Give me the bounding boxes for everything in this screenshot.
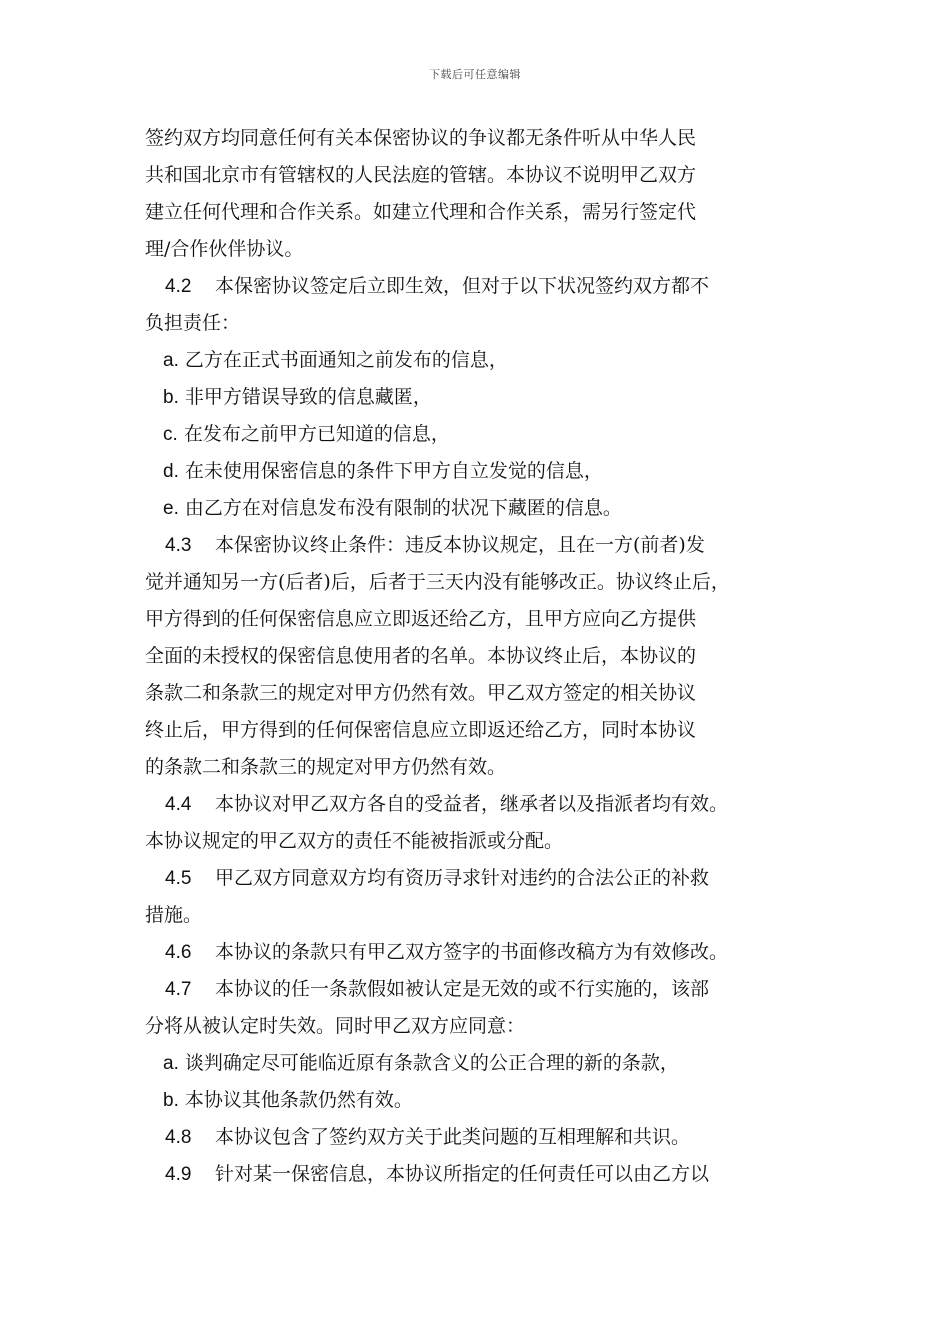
clause-number: 4.5 — [165, 868, 192, 889]
clause-line — [145, 971, 811, 1008]
line-text: 在发布之前甲方已知道的信息， — [183, 423, 450, 445]
paragraph-line — [145, 120, 811, 157]
clause-line — [145, 860, 811, 897]
document-body — [145, 120, 811, 1193]
line-text: 觉并通知另一方(后者)后，后者于三天内没有能够改正。协议终止后， — [145, 571, 730, 593]
line-text: 由乙方在对信息发布没有限制的状况下藏匿的信息。 — [184, 497, 622, 519]
paragraph-line — [145, 564, 811, 601]
list-item — [145, 416, 811, 453]
line-text: 甲乙双方同意双方均有资历寻求针对违约的合法公正的补救 — [215, 867, 710, 889]
clause-line — [145, 527, 811, 564]
paragraph-line — [145, 194, 811, 231]
line-text: 分将从被认定时失效。同时甲乙双方应同意： — [145, 1015, 526, 1037]
list-item — [145, 1045, 811, 1082]
list-item-label: b. — [163, 1090, 179, 1111]
clause-number: 4.6 — [165, 942, 192, 963]
paragraph-line — [145, 231, 811, 268]
line-text: 签约双方均同意任何有关本保密协议的争议都无条件听从中华人民 — [145, 127, 697, 149]
list-item — [145, 490, 811, 527]
list-item — [145, 1082, 811, 1119]
paragraph-line — [145, 601, 811, 638]
paragraph-line — [145, 638, 811, 675]
clause-number: 4.9 — [165, 1164, 192, 1185]
paragraph-line — [145, 1008, 811, 1045]
line-text: 负担责任： — [145, 312, 241, 334]
page-header: 下载后可任意编辑 — [429, 68, 521, 81]
paragraph-line — [145, 749, 811, 786]
clause-number: 4.8 — [165, 1127, 192, 1148]
line-text: 针对某一保密信息，本协议所指定的任何责任可以由乙方以 — [215, 1163, 710, 1185]
line-text: 共和国北京市有管辖权的人民法庭的管辖。本协议不说明甲乙双方 — [145, 164, 697, 186]
line-text: 全面的未授权的保密信息使用者的名单。本协议终止后，本协议的 — [145, 645, 697, 667]
paragraph-line — [145, 305, 811, 342]
line-text: 终止后，甲方得到的任何保密信息应立即返还给乙方，同时本协议 — [145, 719, 697, 741]
line-text: 的条款二和条款三的规定对甲方仍然有效。 — [145, 756, 507, 778]
line-text: 非甲方错误导致的信息藏匿， — [184, 386, 432, 408]
clause-number: 4.7 — [165, 979, 192, 1000]
paragraph-line — [145, 157, 811, 194]
line-text: 建立任何代理和合作关系。如建立代理和合作关系，需另行签定代 — [145, 201, 697, 223]
clause-line — [145, 786, 811, 823]
line-text: 本协议的任一条款假如被认定是无效的或不行实施的，该部 — [215, 978, 710, 1000]
list-item — [145, 342, 811, 379]
line-text: 本协议规定的甲乙双方的责任不能被指派或分配。 — [145, 830, 564, 852]
line-text: 本协议对甲乙双方各自的受益者，继承者以及指派者均有效。 — [215, 793, 729, 815]
paragraph-line — [145, 823, 811, 860]
paragraph-line — [145, 712, 811, 749]
clause-line — [145, 268, 811, 305]
line-text: 甲方得到的任何保密信息应立即返还给乙方，且甲方应向乙方提供 — [145, 608, 697, 630]
line-text: 本协议包含了签约双方关于此类问题的互相理解和共识。 — [215, 1126, 691, 1148]
list-item-label: d. — [163, 461, 179, 482]
line-text: 本协议的条款只有甲乙双方签字的书面修改稿方为有效修改。 — [215, 941, 729, 963]
list-item-label: a. — [163, 1053, 179, 1074]
paragraph-line — [145, 897, 811, 934]
list-item-label: b. — [163, 387, 179, 408]
list-item — [145, 453, 811, 490]
line-text: 本协议其他条款仍然有效。 — [184, 1089, 413, 1111]
clause-number: 4.3 — [165, 535, 192, 556]
list-item-label: a. — [163, 350, 179, 371]
clause-number: 4.2 — [165, 276, 192, 297]
line-text: 条款二和条款三的规定对甲方仍然有效。甲乙双方签定的相关协议 — [145, 682, 697, 704]
clause-line — [145, 1156, 811, 1193]
clause-line — [145, 934, 811, 971]
list-item-label: c. — [163, 424, 178, 445]
line-text: 本保密协议签定后立即生效，但对于以下状况签约双方都不 — [215, 275, 710, 297]
list-item — [145, 379, 811, 416]
line-text: 谈判确定尽可能临近原有条款含义的公正合理的新的条款， — [184, 1052, 679, 1074]
line-text: 理/合作伙伴协议。 — [145, 238, 304, 260]
line-text: 在未使用保密信息的条件下甲方自立发觉的信息， — [184, 460, 603, 482]
paragraph-line — [145, 675, 811, 712]
clause-number: 4.4 — [165, 794, 192, 815]
line-text: 乙方在正式书面通知之前发布的信息， — [184, 349, 508, 371]
list-item-label: e. — [163, 498, 179, 519]
line-text: 本保密协议终止条件：违反本协议规定，且在一方(前者)发 — [215, 534, 705, 556]
clause-line — [145, 1119, 811, 1156]
line-text: 措施。 — [145, 904, 203, 926]
